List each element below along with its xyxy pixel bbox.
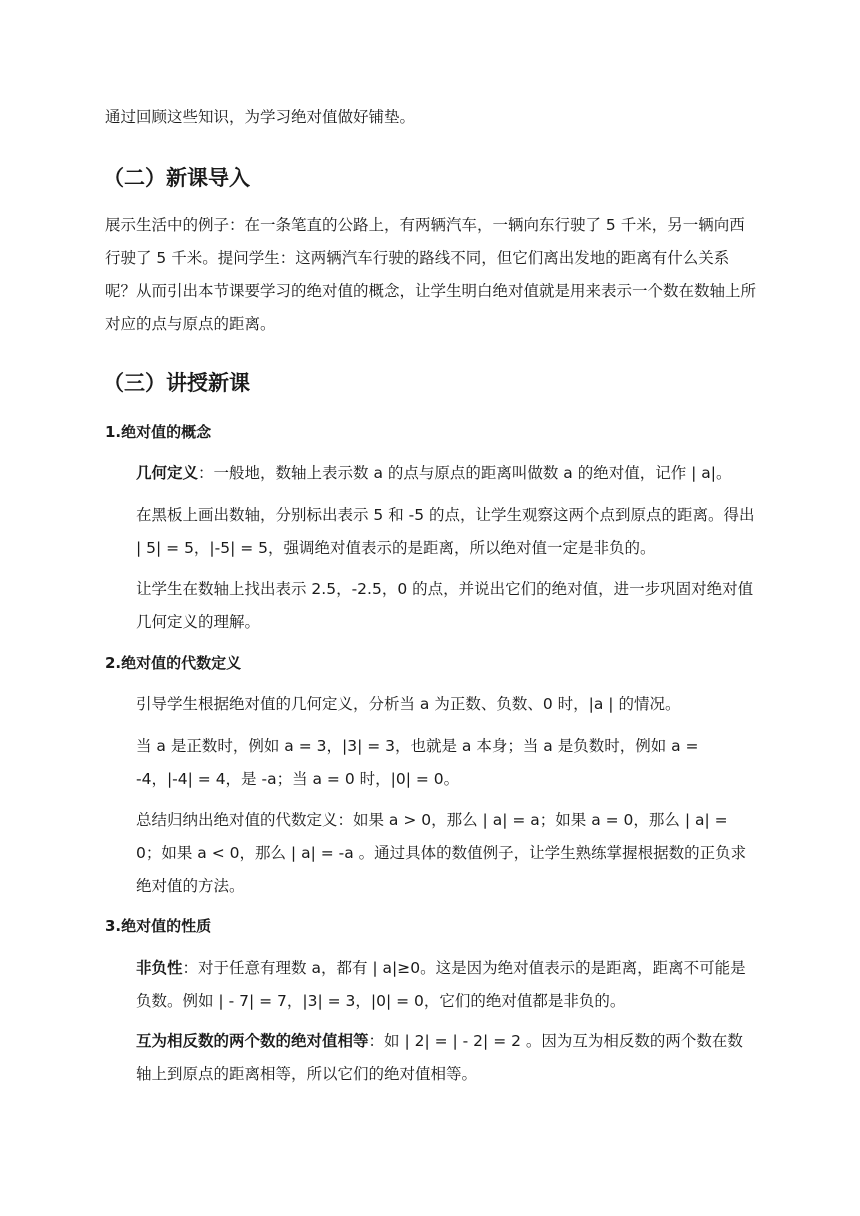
- algebraic-definition-paragraph: 总结归纳出绝对值的代数定义：如果 a > 0，那么 | a| = a；如果 a = 0，那么 | a| = 0；如果 a < 0，那么 | a| = -a 。通过具体的数值例子，让学生熟练掌握根据数的正负求绝对值的方法。: [136, 811, 747, 895]
- algebraic-intro-paragraph: 引导学生根据绝对值的几何定义，分析当 a 为正数、负数、0 时，|a | 的情况。: [136, 695, 681, 713]
- non-negativity-text: ：对于任意有理数 a，都有 | a|≥0。这是因为绝对值表示的是距离，距离不可能是负数。例如 | - 7| = 7，|3| = 3，|0| = 0，它们的绝对值都是非负的。: [136, 959, 746, 1010]
- section-2-heading: （二）新课导入: [103, 166, 250, 190]
- intro-tail-paragraph: 通过回顾这些知识，为学习绝对值做好铺垫。: [105, 108, 416, 126]
- opposite-numbers-label: 互为相反数的两个数的绝对值相等: [136, 1032, 369, 1050]
- subsection-2-title: 2.绝对值的代数定义: [105, 654, 242, 672]
- non-negativity-paragraph: [136, 952, 756, 1018]
- geometric-definition-label: 几何定义: [136, 464, 199, 482]
- number-line-example-paragraph: 在黑板上画出数轴，分别标出表示 5 和 -5 的点，让学生观察这两个点到原点的距离。得出 | 5| = 5，|-5| = 5，强调绝对值表示的是距离，所以绝对值一定是非负的。: [136, 506, 755, 557]
- practice-paragraph: 让学生在数轴上找出表示 2.5，-2.5，0 的点，并说出它们的绝对值，进一步巩固对绝对值几何定义的理解。: [136, 580, 754, 631]
- opposite-numbers-text: ：如 | 2| = | - 2| = 2 。因为互为相反数的两个数在数轴上到原点的距离相等，所以它们的绝对值相等。: [136, 1032, 743, 1083]
- algebraic-cases-paragraph: 当 a 是正数时，例如 a = 3，|3| = 3，也就是 a 本身；当 a 是负数时，例如 a = -4，|-4| = 4，是 -a；当 a = 0 时，|0| = 0。: [136, 737, 699, 788]
- geometric-definition-text: ：一般地，数轴上表示数 a 的点与原点的距离叫做数 a 的绝对值，记作 | a|。: [198, 464, 732, 482]
- geometric-definition-paragraph: [136, 457, 756, 490]
- section-3-heading: （三）讲授新课: [103, 371, 250, 395]
- non-negativity-label: 非负性: [136, 959, 183, 977]
- subsection-3-title: 3.绝对值的性质: [105, 917, 212, 935]
- opposite-numbers-paragraph: [136, 1025, 756, 1091]
- section-2-paragraph: 展示生活中的例子：在一条笔直的公路上，有两辆汽车，一辆向东行驶了 5 千米，另一辆向西行驶了 5 千米。提问学生：这两辆汽车行驶的路线不同，但它们离出发地的距离有什么关系呢？从而引出本节课要学习的绝对值的概念，让学生明白绝对值就是用来表示一个数在数轴上所对应的点与原点的距离。: [105, 216, 757, 333]
- subsection-1-title: 1.绝对值的概念: [105, 423, 212, 441]
